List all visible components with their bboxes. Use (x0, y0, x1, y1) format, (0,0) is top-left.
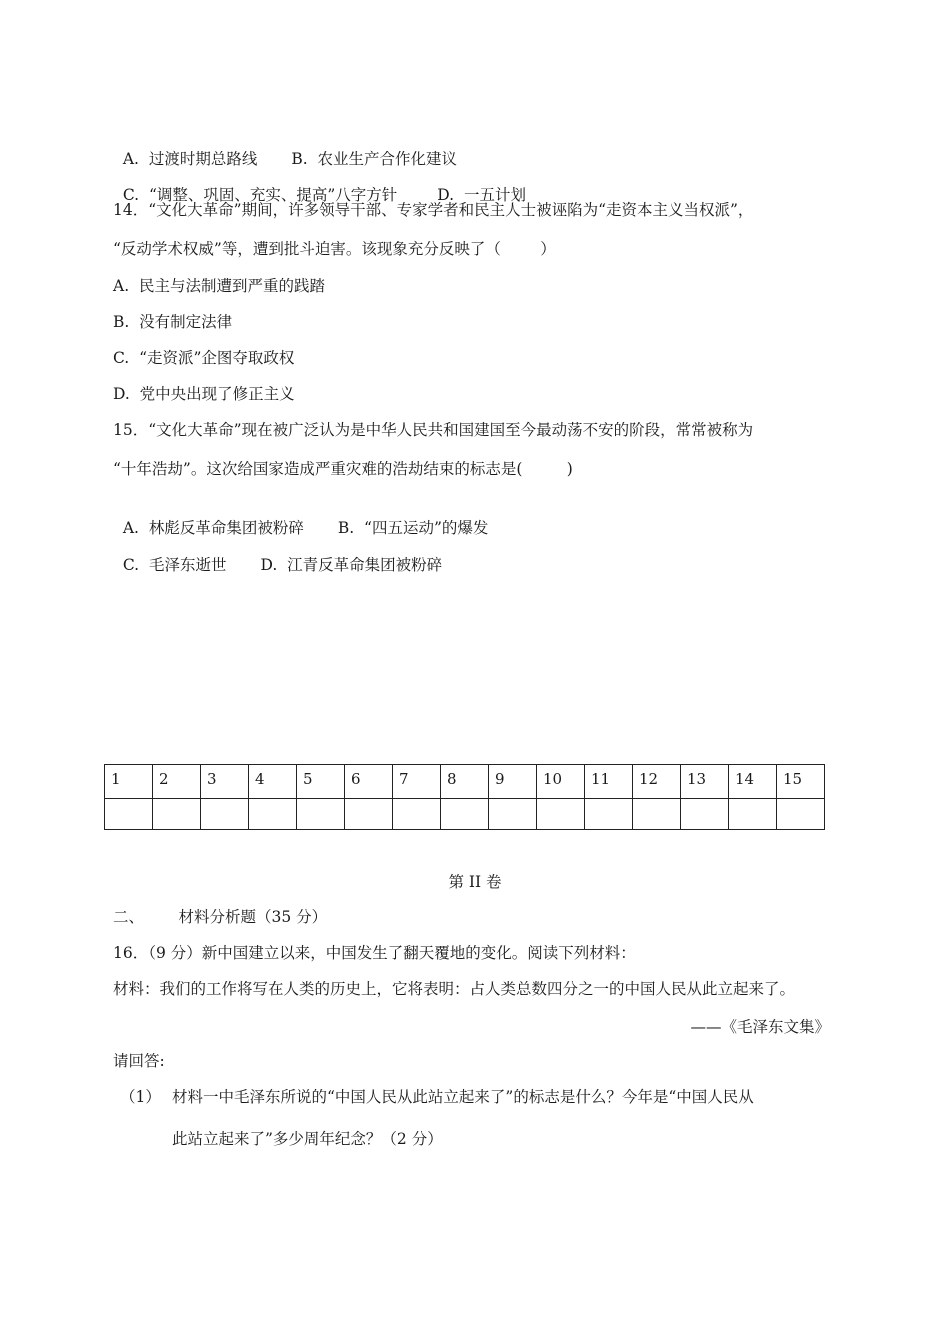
answer-cell[interactable] (105, 799, 153, 830)
q14-stem-line1: 14．“文化大革命”期间，许多领导干部、专家学者和民主人士被诬陷为“走资本主义当权派”， (113, 201, 754, 219)
answer-header-cell: 5 (297, 765, 345, 799)
answer-header-cell: 6 (345, 765, 393, 799)
material-text: 材料：我们的工作将写在人类的历史上，它将表明：占人类总数四分之一的中国人民从此立起来了。 (113, 980, 796, 998)
answer-prompt: 请回答: (113, 1052, 165, 1070)
answer-cell[interactable] (633, 799, 681, 830)
q15-option-a: A. 林彪反革命集团被粉碎 (122, 519, 304, 537)
section-heading: 二、 材料分析题（35 分） (113, 908, 328, 926)
q16-intro: 16．（9 分）新中国建立以来，中国发生了翻天覆地的变化。阅读下列材料： (113, 944, 636, 962)
q14-option-c: C. “走资派”企图夺取政权 (113, 349, 295, 367)
q15-option-b: B. “四五运动”的爆发 (337, 519, 489, 537)
q15-stem-line2: “十年浩劫”。这次给国家造成严重灾难的浩劫结束的标志是( ) (113, 460, 573, 478)
answer-header-cell: 7 (393, 765, 441, 799)
answer-header-cell: 2 (153, 765, 201, 799)
q13-option-b: B. 农业生产合作化建议 (291, 150, 458, 168)
q15-option-c: C. 毛泽东逝世 (122, 556, 227, 574)
answer-cell[interactable] (441, 799, 489, 830)
q13-option-a: A. 过渡时期总路线 (122, 150, 258, 168)
answer-cell[interactable] (537, 799, 585, 830)
answer-table-header-row (105, 765, 825, 799)
answer-cell[interactable] (729, 799, 777, 830)
q15-stem-line1: 15．“文化大革命”现在被广泛认为是中华人民共和国建国至今最动荡不安的阶段，常常被称为 (113, 421, 754, 439)
answer-cell[interactable] (201, 799, 249, 830)
sub-question-1-number: （1） (120, 1088, 161, 1106)
q13-option-d: D. 一五计划 (437, 186, 526, 204)
answer-cell[interactable] (393, 799, 441, 830)
answer-header-cell: 4 (249, 765, 297, 799)
q14-option-a: A. 民主与法制遭到严重的践踏 (113, 277, 325, 295)
answer-cell[interactable] (681, 799, 729, 830)
part2-title: 第 II 卷 (448, 873, 502, 891)
answer-cell[interactable] (249, 799, 297, 830)
answer-table (104, 764, 825, 830)
q14-stem-line2: “反动学术权威”等，遭到批斗迫害。该现象充分反映了（ ） (113, 240, 556, 258)
material-source: ——《毛泽东文集》 (690, 1018, 830, 1036)
answer-header-cell: 1 (105, 765, 153, 799)
answer-cell[interactable] (489, 799, 537, 830)
q15-option-d: D. 江青反革命集团被粉碎 (260, 556, 443, 574)
q15-options-row2 (113, 532, 442, 576)
sub-question-1-line2: 此站立起来了”多少周年纪念？（2 分） (172, 1130, 443, 1148)
answer-header-cell: 13 (681, 765, 729, 799)
answer-cell[interactable] (153, 799, 201, 830)
answer-cell[interactable] (345, 799, 393, 830)
q14-option-b: B. 没有制定法律 (113, 313, 233, 331)
q14-option-d: D. 党中央出现了修正主义 (113, 385, 295, 403)
answer-cell[interactable] (297, 799, 345, 830)
answer-table-blank-row (105, 799, 825, 830)
answer-cell[interactable] (585, 799, 633, 830)
answer-header-cell: 12 (633, 765, 681, 799)
answer-header-cell: 14 (729, 765, 777, 799)
q13-option-c: C. “调整、巩固、充实、提高”八字方针 (122, 186, 398, 204)
answer-header-cell: 15 (777, 765, 825, 799)
answer-cell[interactable] (777, 799, 825, 830)
answer-header-cell: 8 (441, 765, 489, 799)
sub-question-1-line1: 材料一中毛泽东所说的“中国人民从此站立起来了”的标志是什么？今年是“中国人民从 (172, 1088, 754, 1106)
answer-header-cell: 9 (489, 765, 537, 799)
answer-header-cell: 10 (537, 765, 585, 799)
answer-header-cell: 3 (201, 765, 249, 799)
answer-header-cell: 11 (585, 765, 633, 799)
